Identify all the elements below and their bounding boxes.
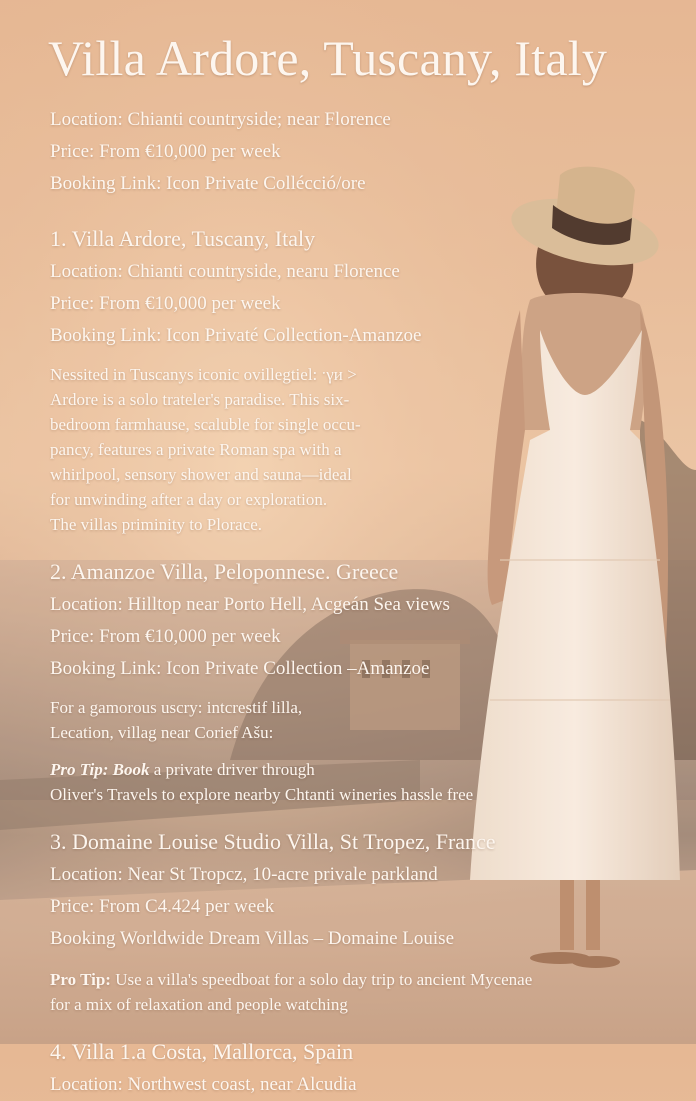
section-booking-link[interactable]: Booking Link: Icon Private Collection –Amanzoe: [50, 658, 430, 679]
section-booking-link[interactable]: Booking Worldwide Dream Villas – Domaine Louise: [50, 928, 455, 949]
itinerary-text: [50, 26, 686, 1101]
section-location: Location: Hilltop near Porto Hell, Acgeán Sea views: [50, 594, 450, 615]
description-line: Lecation, villag near Corief Ašu:: [50, 723, 274, 742]
pro-tip: [50, 967, 686, 1017]
description-line: whirlpool, sensory shower and sauna—ideal: [50, 465, 352, 484]
villa-section: [50, 222, 686, 537]
intro-price: Price: From €10,000 per week: [50, 141, 281, 162]
description-line: Nessited in Tuscanys iconic ovillegtiel: ˑγи >: [50, 365, 357, 384]
section-price: Price: From €10,000 per week: [50, 626, 281, 647]
description-line: The villas priminity to Plorace.: [50, 515, 262, 534]
section-description: [50, 362, 686, 537]
pro-tip-text: Use a villa's speedboat for a solo day trip to ancient Mycenae: [110, 970, 533, 989]
section-heading: 1. Villa Ardore, Tuscany, Italy: [50, 226, 316, 251]
pro-tip: [50, 757, 686, 807]
description-line: for unwinding after a day or exploration.: [50, 490, 328, 509]
section-heading: 3. Domaine Louise Studio Villa, St Tropez, France: [50, 829, 496, 854]
pro-tip-text: for a mix of relaxation and people watching: [50, 995, 348, 1014]
section-booking-link[interactable]: Booking Link: Icon Privaté Collection-Amanzoe: [50, 325, 422, 346]
pro-tip-label: Pro Tip: Book: [50, 760, 150, 779]
intro-booking-link[interactable]: Booking Link: Icon Private Collécció/ore: [50, 173, 366, 194]
section-heading: 2. Amanzoe Villa, Peloponnese. Greece: [50, 559, 399, 584]
section-price: Price: From €10,000 per week: [50, 293, 281, 314]
pro-tip-text: a private driver through: [149, 760, 315, 779]
description-line: Ardore is a solo trateler's paradise. This six-: [50, 390, 350, 409]
section-heading: 4. Villa 1.a Costa, Mallorca, Spain: [50, 1039, 354, 1064]
villa-section: [50, 1035, 686, 1101]
section-location: Location: Chianti countryside, nearu Florence: [50, 261, 400, 282]
section-description: [50, 695, 686, 745]
description-line: For a gamorous uscry: intcrestif lilla,: [50, 698, 303, 717]
intro-location: Location: Chianti countryside; near Florence: [50, 109, 391, 130]
section-location: Location: Near St Tropcz, 10-acre privale parkland: [50, 864, 438, 885]
pro-tip-label: Pro Tip:: [50, 970, 111, 989]
section-location: Location: Northwest coast, near Alcudia: [50, 1074, 357, 1095]
description-line: pancy, features a private Roman spa with a: [50, 440, 342, 459]
pro-tip-text: Oliver's Travels to explore nearby Chtanti wineries hassle free: [50, 785, 474, 804]
description-line: bedroom farmhause, scaluble for single occu-: [50, 415, 361, 434]
page-title: Villa Ardore, Tuscany, Italy: [48, 30, 608, 86]
section-price: Price: From C4.424 per week: [50, 896, 275, 917]
villa-section: [50, 825, 686, 1017]
villa-section: [50, 555, 686, 807]
